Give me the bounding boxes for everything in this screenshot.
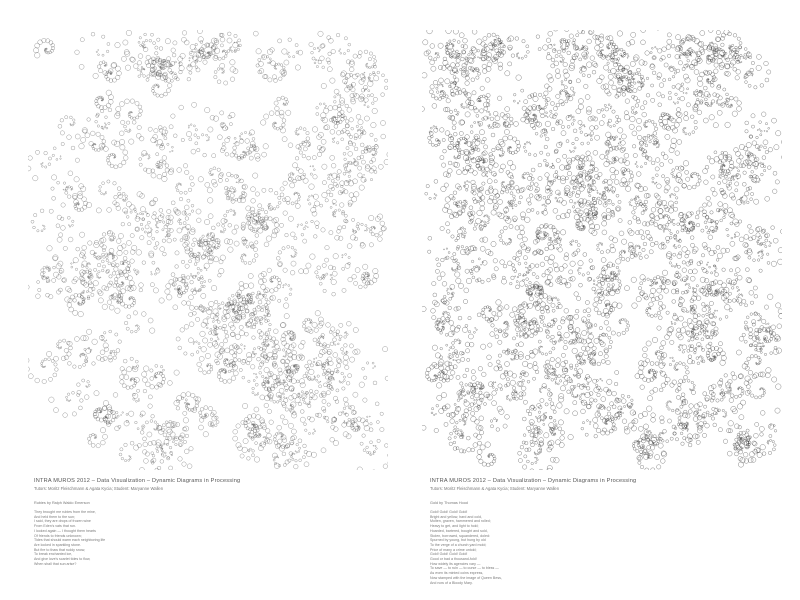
poem-line: To break enchanted ice, <box>34 552 73 557</box>
spiral-circle-visualization <box>422 30 782 470</box>
poster-title: INTRA MUROS 2012 – Data Visualization – Dynamic Diagrams in Processing <box>430 478 637 484</box>
poem-line: Gold! Gold! Gold! Gold! <box>430 552 468 557</box>
poem-line: They brought me rubies from the mine, <box>34 510 96 514</box>
poster-caption <box>34 478 374 566</box>
poem-line: When shall that sun arise? <box>34 561 77 566</box>
poem-line: Gold! Gold! Gold! Gold! <box>430 510 468 514</box>
poem-line: Heavy to get, and light to hold; <box>430 524 479 529</box>
poem-text <box>430 510 770 585</box>
poem-line: To save — to ruin — to curse — to bless — <box>430 566 499 571</box>
poem-line: From Eden's vats that run. <box>34 524 77 529</box>
poem-line: I looked again — I thought them hearts <box>34 528 96 533</box>
poster-right <box>400 0 800 600</box>
poster-title: INTRA MUROS 2012 – Data Visualization – Dynamic Diagrams in Processing <box>34 478 241 484</box>
poster-credits: Tutors: Moritz Fleischmann & Agata Kycia; Student: Maryanne Wallen <box>430 486 560 491</box>
poem-line: To the verge of a church yard mold; <box>430 542 487 547</box>
poem-line: And now of a Bloody Mary. <box>430 580 473 585</box>
poem-line: But fire to thaw that ruddy snow, <box>34 547 86 552</box>
poster-caption <box>430 478 770 585</box>
poem-line: Stolen, borrowed, squandered, doled: <box>430 533 490 538</box>
poem-line: And give love's scarlet tides to flow, <box>34 557 91 562</box>
poem-heading: Gold by Thomas Hood <box>430 501 468 505</box>
circle-spiral-pattern <box>28 30 388 470</box>
poem-line: Hoarded, bartered, bought and sold, <box>430 528 488 533</box>
poem-line: Good or bad a thousand-fold! <box>430 557 477 562</box>
poem-line: How widely its agencies vary — <box>430 561 481 566</box>
spiral-circle-visualization <box>28 30 388 470</box>
poem-line: Are locked in sparkling stone. <box>34 542 81 547</box>
poem-line: Bright and yellow, hard and cold, <box>430 514 482 519</box>
poem-line: And held them to the sun; <box>34 514 75 519</box>
poem-line: Now stamped with the image of Queen Bess, <box>430 575 502 580</box>
poem-text <box>34 510 374 566</box>
poem-line: Spurned by young, but hung by old <box>430 538 486 543</box>
poem-line: Tides that should warm each neighboring life <box>34 538 106 543</box>
poem-line: Of friends to friends unknown; <box>34 533 82 538</box>
poem-line: I said, they are drops of frozen wine <box>34 519 91 524</box>
poem-line: As even its minted coins express, <box>430 571 484 576</box>
poster-credits: Tutors: Moritz Fleischmann & Agata Kycia; Student: Maryanne Wallen <box>34 486 164 491</box>
circle-spiral-pattern <box>422 30 782 470</box>
poem-line: Molten, graven, hammered and rolled; <box>430 519 491 524</box>
poem-heading: Rubies by Ralph Waldo Emerson <box>34 501 90 505</box>
poem-line: Price of many a crime untold; <box>430 547 477 552</box>
